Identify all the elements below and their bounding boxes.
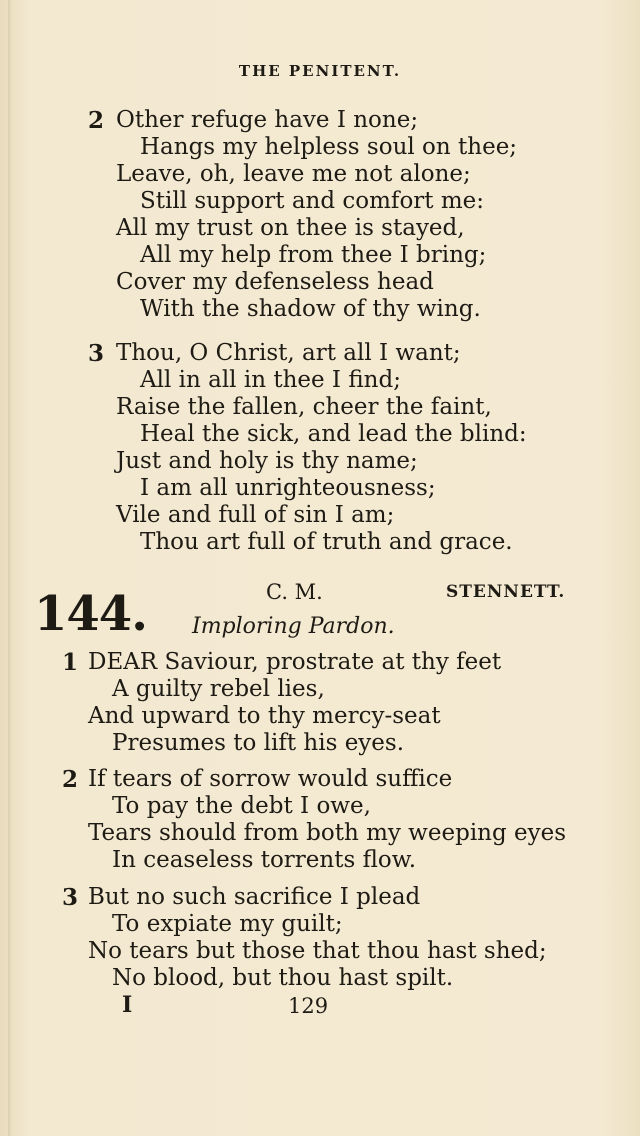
hymn-title: Imploring Pardon.: [192, 614, 395, 639]
verse-line: I am all unrighteousness;: [140, 475, 436, 501]
hymn-meter: C. M.: [266, 580, 323, 604]
verse-line: Raise the fallen, cheer the faint,: [116, 394, 492, 420]
verse-line: In ceaseless torrents flow.: [112, 847, 417, 873]
verse-line: Hangs my helpless soul on thee;: [140, 134, 518, 160]
verse-line: DEAR Saviour, prostrate at thy feet: [88, 649, 502, 675]
verse-line: No tears but those that thou hast shed;: [88, 938, 547, 964]
verse-line: And upward to thy mercy-seat: [88, 703, 441, 729]
verse-line: With the shadow of thy wing.: [140, 296, 481, 322]
verse-line: Thou art full of truth and grace.: [140, 529, 513, 555]
verse-line: All my trust on thee is stayed,: [116, 215, 465, 241]
verse-line: To expiate my guilt;: [112, 911, 343, 937]
verse-line: Other refuge have I none;: [116, 107, 419, 133]
stanza-number: 3: [62, 884, 79, 911]
hymn-author: STENNETT.: [446, 582, 566, 602]
verse-line: Heal the sick, and lead the blind:: [140, 421, 527, 447]
verse-line: Just and holy is thy name;: [116, 448, 418, 474]
stanza-number: 3: [88, 340, 105, 367]
verse-line: All my help from thee I bring;: [140, 242, 487, 268]
running-head: THE PENITENT.: [238, 62, 402, 80]
stanza-number: 2: [88, 107, 105, 134]
verse-line: To pay the debt I owe,: [112, 793, 371, 819]
stanza-number: 1: [62, 649, 79, 676]
verse-line: Cover my defenseless head: [116, 269, 434, 295]
verse-line: Presumes to lift his eyes.: [112, 730, 405, 756]
verse-line: Tears should from both my weeping eyes: [88, 820, 567, 846]
stanza-number: 2: [62, 766, 79, 793]
verse-line: Vile and full of sin I am;: [116, 502, 395, 528]
verse-line: All in all in thee I find;: [140, 367, 401, 393]
verse-line: Leave, oh, leave me not alone;: [116, 161, 471, 187]
page-number: 129: [288, 994, 329, 1018]
verse-line: But no such sacrifice I plead: [88, 884, 421, 910]
verse-line: No blood, but thou hast spilt.: [112, 965, 454, 991]
signature-mark: I: [122, 992, 133, 1018]
verse-line: A guilty rebel lies,: [112, 676, 325, 702]
page-spine-shadow: [8, 0, 12, 1136]
verse-line: Still support and comfort me:: [140, 188, 485, 214]
verse-line: Thou, O Christ, art all I want;: [116, 340, 461, 366]
hymn-number: 144.: [34, 586, 147, 642]
verse-line: If tears of sorrow would suffice: [88, 766, 453, 792]
